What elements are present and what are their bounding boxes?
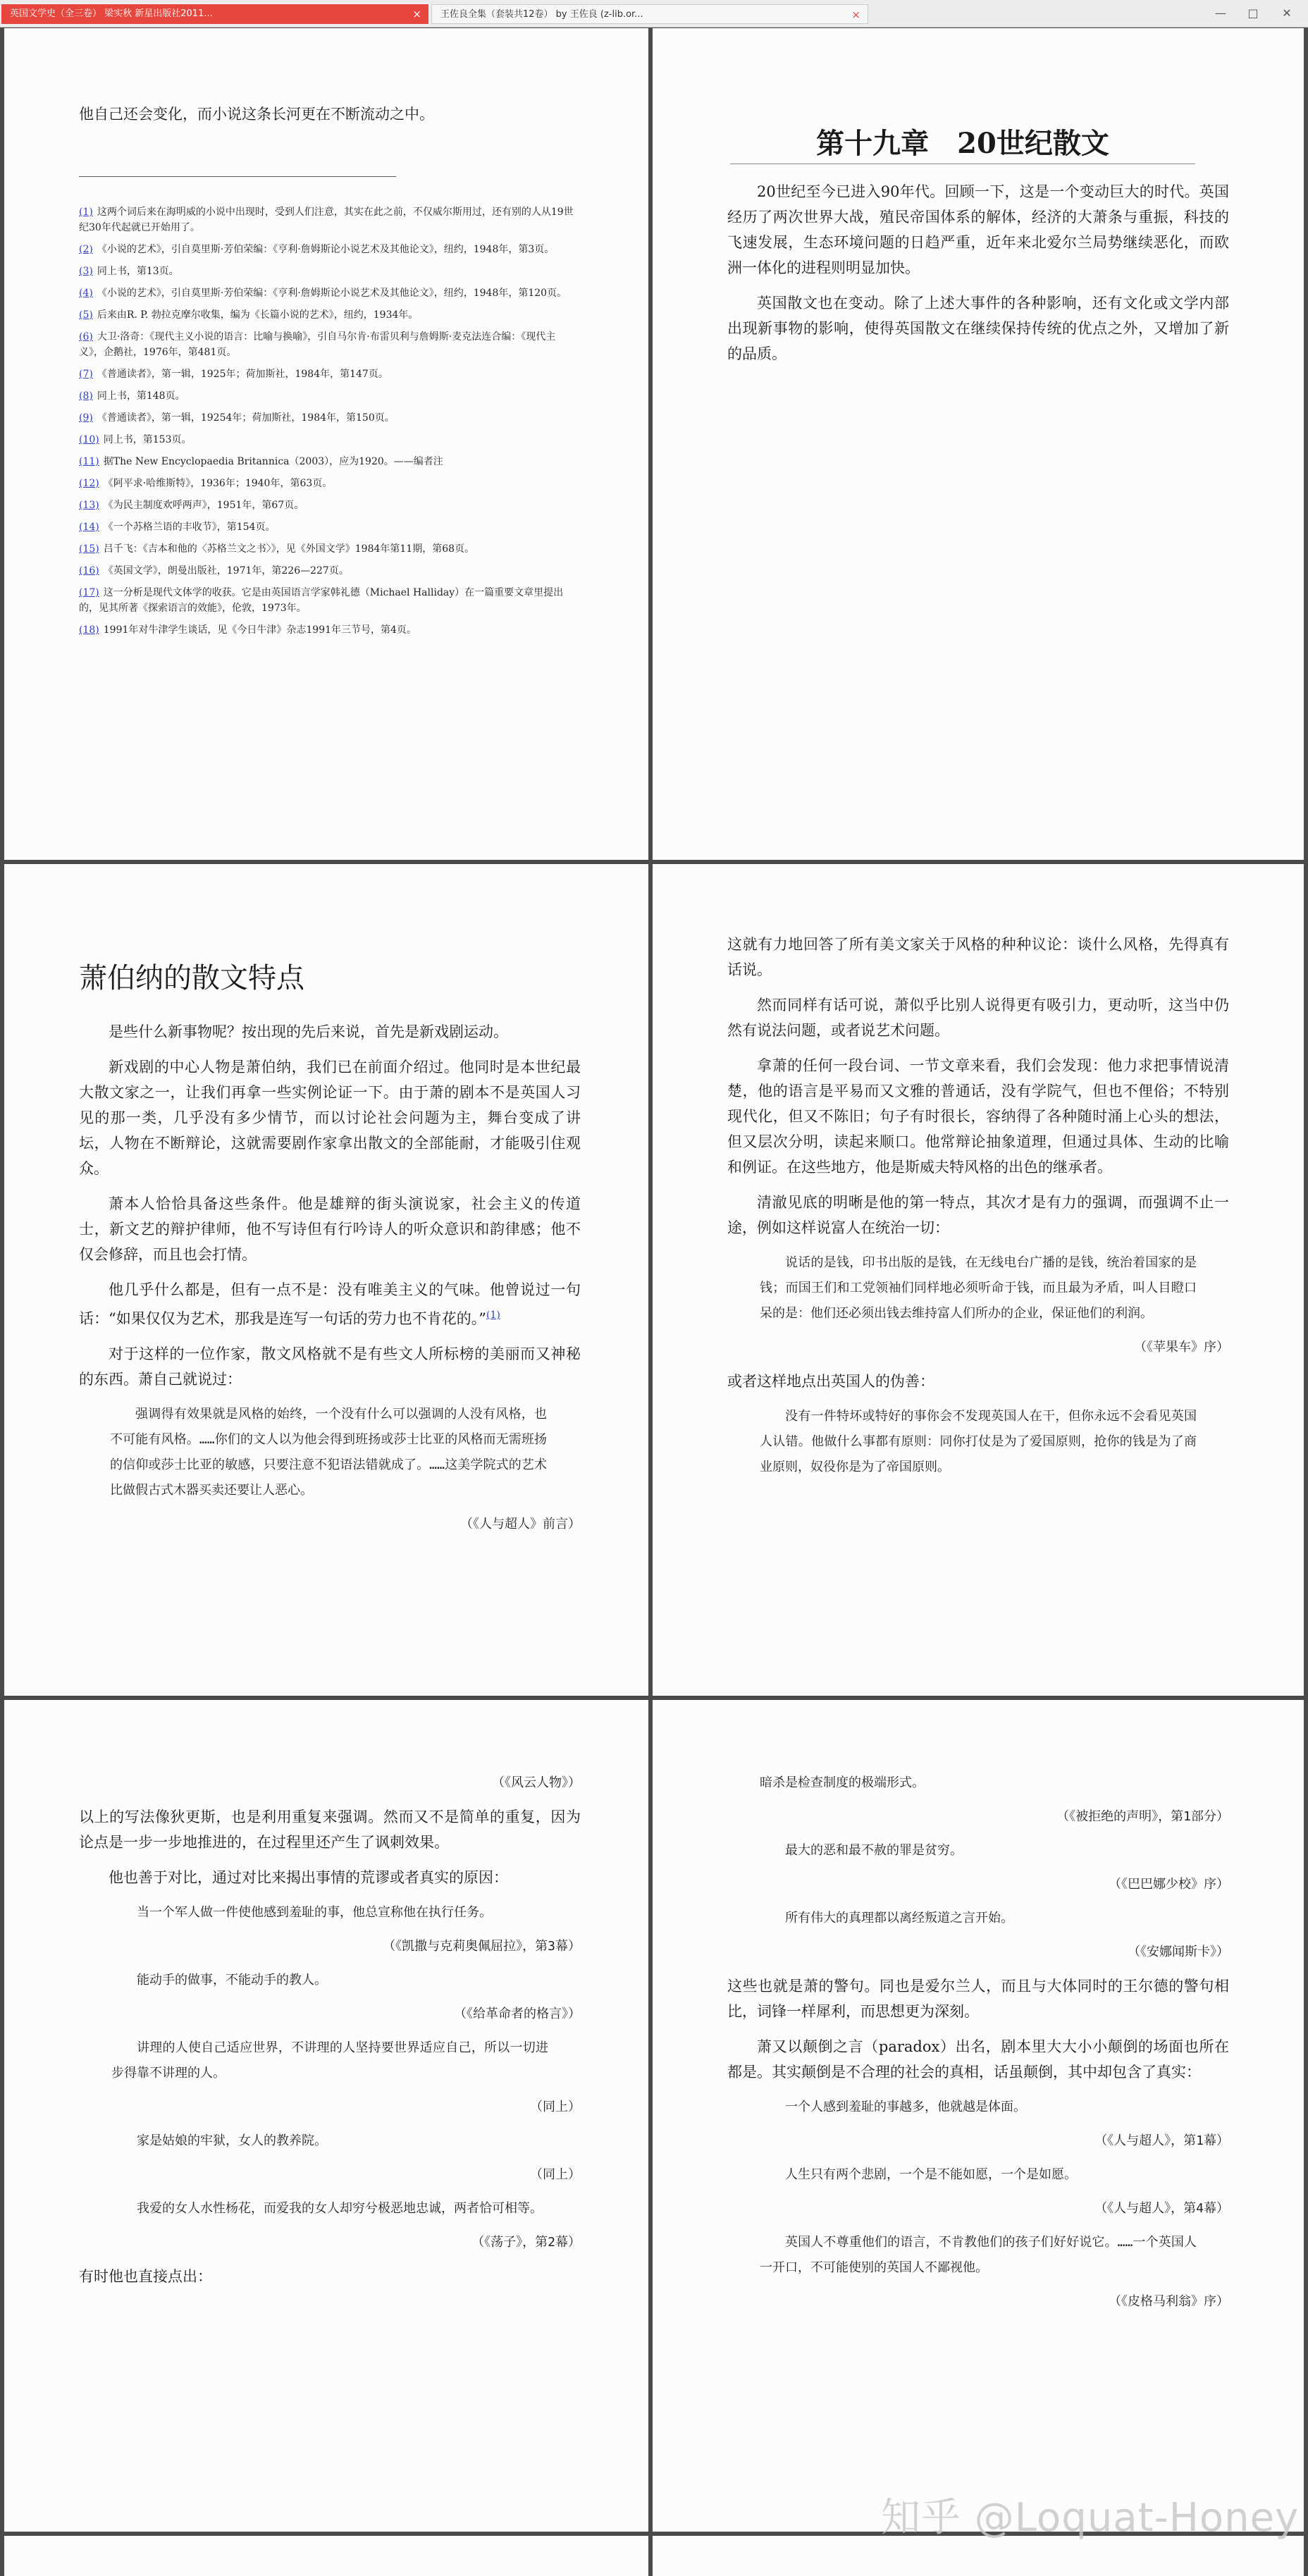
quote-source: （《人与超人》，第1幕） — [1094, 2133, 1229, 2148]
footnote-text: 吕千飞：《吉本和他的〈苏格兰文之书〉》，见《外国文学》1984年第11期，第68页。 — [103, 543, 475, 555]
page-7-partial — [4, 2536, 648, 2576]
paragraph-text: 他几乎什么都是，但有一点不是：没有唯美主义的气味。他曾说过一句话：“如果仅仅为艺术，那我是连写一句话的劳力也不肯花的。” — [79, 1281, 581, 1327]
block-quote: 我爱的女人水性杨花，而爱我的女人却穷兮极恶地忠诚，两者恰可相等。 — [137, 2201, 543, 2216]
footnote — [79, 541, 579, 557]
paragraph: 新戏剧的中心人物是萧伯纳，我们已在前面介绍过。他同时是本世纪最大散文家之一，让我们再拿一些实例论证一下。由于萧的剧本不是英国人习见的那一类，几乎没有多少情节，而以讨论社会问题为主，舞台变成了讲坛，人物在不断辩论，这就需要剧作家拿出散文的全部能耐，才能吸引住观众。 — [79, 1059, 581, 1177]
quote-list — [727, 2095, 1229, 2315]
block-quote: 讲理的人使自己适应世界，不讲理的人坚持要世界适应自己，所以一切进步得靠不讲理的人。 — [111, 2040, 548, 2081]
watermark-text: 知乎 @Loquat-Honey — [881, 2495, 1300, 2541]
footnote-number-link[interactable]: (16) — [79, 565, 99, 577]
footnote — [79, 388, 579, 404]
footnote-text: 这一分析是现代文体学的收获。它是由英国语言学家韩礼德（Michael Halliday）在一篇重要文章里提出的，见其所著《探索语言的效能》，伦敦，1973年。 — [79, 587, 564, 614]
paragraph: 萧又以颠倒之言（paradox）出名，剧本里大大小小颠倒的场面也所在都是。其实颠倒是不合理的社会的真相，话虽颠倒，其中却包含了真实： — [727, 2038, 1229, 2081]
block-quote: 家是姑娘的牢狱，女人的教养院。 — [137, 2133, 327, 2148]
footnote-text: 《普通读者》，第一辑，1925年；荷加斯社，1984年，第147页。 — [97, 369, 388, 380]
quote-source: （《给革命者的格言》） — [454, 2007, 581, 2021]
footnote-divider — [79, 176, 396, 177]
tab-close-icon[interactable]: × — [851, 8, 860, 21]
paragraph: 或者这样地点出英国人的伪善： — [727, 1373, 934, 1390]
block-quote: 一个人感到羞耻的事越多，他就越是体面。 — [785, 2100, 1026, 2114]
paragraph: 然而同样有话可说，萧似乎比别人说得更有吸引力，更动听，这当中仍然有说法问题，或者说艺术问题。 — [727, 997, 1229, 1039]
footnote — [79, 204, 579, 235]
footnote-number-link[interactable]: (13) — [79, 500, 99, 511]
footnote-number-link[interactable]: (7) — [79, 369, 93, 380]
paragraph: 这些也就是萧的警句。同也是爱尔兰人，而且与大体同时的王尔德的警句相比，词锋一样犀利，而思想更为深刻。 — [727, 1978, 1229, 2020]
footnote-number-link[interactable]: (12) — [79, 478, 99, 489]
footnote — [79, 622, 579, 638]
quote-list — [727, 1804, 1229, 1965]
block-quote: 所有伟大的真理都以离经叛道之言开始。 — [785, 1911, 1013, 1925]
footnote-text: 同上书，第13页。 — [97, 266, 179, 277]
footnote — [79, 498, 579, 513]
block-quote: 当一个军人做一件使他感到羞耻的事，他总宣称他在执行任务。 — [137, 1905, 492, 1920]
paragraph: 清澈见底的明晰是他的第一特点，其次才是有力的强调，而强调不止一途，例如这样说富人在统治一切： — [727, 1194, 1229, 1236]
section-body — [79, 1019, 581, 1546]
footnote — [79, 307, 579, 323]
footnote-text: 据The New Encyclopaedia Britannica（2003），应为1920。——编者注 — [103, 456, 443, 467]
tab-label: 英国文学史（全三卷） 梁实秋 新星出版社2011... — [10, 8, 213, 19]
footnote — [79, 563, 579, 579]
quote-source: （《凯撒与克莉奥佩屈拉》，第3幕） — [383, 1939, 581, 1954]
quote-source: （《苹果车》序） — [1134, 1340, 1229, 1355]
tab-close-icon[interactable]: × — [412, 8, 421, 20]
page-body — [79, 1770, 581, 2299]
footnote-text: 同上书，第153页。 — [103, 434, 192, 445]
footnote-text: 《英国文学》，朗曼出版社，1971年，第226—227页。 — [103, 565, 349, 577]
footnote-text: 《阿平求·哈维斯特》，1936年；1940年，第63页。 — [103, 478, 333, 489]
quote-source: （《风云人物》） — [492, 1775, 581, 1790]
page-3 — [4, 864, 648, 1696]
footnote-text: 《小说的艺术》，引自莫里斯·芳伯荣编：《亨利·詹姆斯论小说艺术及其他论文》，纽约，1948年，第3页。 — [97, 244, 555, 255]
paragraph: 是些什么新事物呢？按出现的先后来说，首先是新戏剧运动。 — [109, 1023, 508, 1040]
quote-source: （《被拒绝的声明》，第1部分） — [1056, 1809, 1229, 1824]
paragraph: 对于这样的一位作家，散文风格就不是有些文人所标榜的美丽而又神秘的东西。萧自己就说过： — [79, 1345, 581, 1388]
footnote-number-link[interactable]: (4) — [79, 288, 93, 299]
page-body — [727, 1770, 1229, 2323]
paragraph: 这就有力地回答了所有美文家关于风格的种种议论：谈什么风格，先得真有话说。 — [727, 936, 1229, 978]
footnote — [79, 432, 579, 448]
footnote-text: 《普通读者》，第一辑，19254年；荷加斯社，1984年，第150页。 — [97, 412, 395, 424]
quote-source: （同上） — [530, 2100, 581, 2114]
footnote — [79, 585, 579, 616]
footnote-number-link[interactable]: (3) — [79, 266, 93, 277]
quote-source: （《巴巴娜少校》序） — [1109, 1877, 1229, 1892]
quote-source: （《安娜闻斯卡》） — [1128, 1945, 1229, 1959]
quote-source: （同上） — [530, 2167, 581, 2182]
page-1 — [4, 28, 648, 860]
chapter-intro — [727, 179, 1229, 376]
paragraph: 拿萧的任何一段台词、一节文章来看，我们会发现：他力求把事情说清楚，他的语言是平易而又文雅的普通话，没有学院气，但也不俚俗；不特别现代化，但又不陈旧；句子有时很长，容纳得了各种随时涌上心头的想法，但又层次分明，读起来顺口。他常辩论抽象道理，但通过具体、生动的比喻和例证。在这些地方，他是斯威夫特风格的出色的继承者。 — [727, 1057, 1229, 1176]
footnote-text: 后来由R. P. 勃拉克摩尔收集，编为《长篇小说的艺术》，纽约，1934年。 — [97, 309, 419, 321]
minimize-button[interactable]: — — [1215, 6, 1226, 20]
footnote-text: 《一个苏格兰语的丰收节》，第154页。 — [103, 522, 276, 533]
footnote — [79, 410, 579, 426]
quote-list — [79, 1900, 581, 2255]
footnote-number-link[interactable]: (5) — [79, 309, 93, 321]
paragraph: 有时他也直接点出： — [79, 2268, 212, 2285]
page-body — [727, 932, 1229, 1489]
footnote-number-link[interactable]: (17) — [79, 587, 99, 598]
page-2 — [653, 28, 1304, 860]
footnote-ref-link[interactable]: (1) — [486, 1309, 500, 1321]
block-quote: 英国人不尊重他们的语言，不肯教他们的孩子们好好说它。……一个英国人一开口，不可能使别的英国人不鄙视他。 — [760, 2235, 1197, 2275]
paragraph: 20世纪至今已进入90年代。回顾一下，这是一个变动巨大的时代。英国经历了两次世界大战，殖民帝国体系的解体，经济的大萧条与重振，科技的飞速发展，生态环境问题的日趋严重，近年来北爱尔兰局势继续恶化，而欧洲一体化的进程则明显加快。 — [727, 183, 1229, 276]
footnote-number-link[interactable]: (8) — [79, 390, 93, 402]
close-window-button[interactable]: ✕ — [1282, 6, 1292, 20]
footnote-text: 《小说的艺术》，引自莫里斯·芳伯荣编：《亨利·詹姆斯论小说艺术及其他论文》，纽约，1948年，第120页。 — [97, 288, 567, 299]
section-title: 萧伯纳的散文特点 — [79, 962, 304, 994]
footnote — [79, 264, 579, 279]
footnote-number-link[interactable]: (14) — [79, 522, 99, 533]
page-4 — [653, 864, 1304, 1696]
footnote-text: 《为民主制度欢呼两声》，1951年，第67页。 — [103, 500, 304, 511]
footnote — [79, 366, 579, 382]
tab-label: 王佐良全集（套装共12卷） by 王佐良 (z-lib.or... — [440, 9, 643, 20]
footnote-number-link[interactable]: (15) — [79, 543, 99, 555]
window-titlebar — [0, 0, 1308, 27]
page-5 — [4, 1700, 648, 2532]
quote-source: （《皮格马利翁》序） — [1109, 2294, 1229, 2309]
page-6 — [653, 1700, 1304, 2532]
footnote — [79, 454, 579, 469]
block-quote: 暗杀是检查制度的极端形式。 — [760, 1775, 925, 1790]
footnote — [79, 519, 579, 535]
footnote-text: 这两个词后来在海明威的小说中出现时，受到人们注意，其实在此之前，不仅威尔斯用过，还有别的人从19世纪30年代起就已开始用了。 — [79, 207, 574, 233]
footnote-number-link[interactable]: (10) — [79, 434, 99, 445]
quote-source: （《人与超人》，第4幕） — [1094, 2201, 1229, 2216]
tab-wang-zuoliang-collection[interactable] — [431, 4, 868, 24]
footnote-number-link[interactable]: (18) — [79, 624, 99, 636]
footnote — [79, 329, 579, 360]
quote-source: （《荡子》，第2幕） — [471, 2235, 581, 2250]
block-quote: 强调得有效果就是风格的始终，一个没有什么可以强调的人没有风格，也不可能有风格。……你们的文人以为他会得到班扬或莎士比亚的风格而无需班扬的信仰或莎士比亚的敏感，只要注意不犯语法错就成了。……这美学院式的艺术比做假古式木器买卖还要让人恶心。 — [110, 1407, 547, 1498]
footnote — [79, 242, 579, 257]
footnote-list — [79, 204, 579, 644]
footnote-number-link[interactable]: (2) — [79, 244, 93, 255]
footnote — [79, 285, 579, 301]
footnote — [79, 476, 579, 491]
footnote-text: 大卫·洛奇：《现代主义小说的语言：比喻与换喻》，引自马尔肯·布雷贝利与詹姆斯·麦克法连合编：《现代主义》，企鹅社，1976年，第481页。 — [79, 331, 556, 358]
footnote-number-link[interactable]: (9) — [79, 412, 93, 424]
block-quote: 没有一件特坏或特好的事你会不发现英国人在干，但你永远不会看见英国人认错。他做什么事都有原则：同你打仗是为了爱国原则，抢你的钱是为了商业原则，奴役你是为了帝国原则。 — [760, 1409, 1197, 1474]
page-top-line: 他自己还会变化，而小说这条长河更在不断流动之中。 — [79, 106, 434, 123]
block-quote: 能动手的做事，不能动手的教人。 — [137, 1973, 327, 1988]
maximize-button[interactable]: □ — [1247, 6, 1259, 20]
block-quote: 人生只有两个悲剧，一个是不能如愿，一个是如愿。 — [785, 2167, 1077, 2182]
footnote-number-link[interactable]: (6) — [79, 331, 93, 343]
paragraph: 他也善于对比，通过对比来揭出事情的荒谬或者真实的原因： — [109, 1869, 508, 1886]
paragraph: 英国散文也在变动。除了上述大事件的各种影响，还有文化或文学内部出现新事物的影响，使得英国散文在继续保持传统的优点之外，又增加了新的品质。 — [727, 295, 1229, 362]
footnote-text: 1991年对牛津学生谈话，见《今日牛津》杂志1991年三节号，第4页。 — [103, 624, 417, 636]
footnote-number-link[interactable]: (1) — [79, 207, 93, 218]
paragraph: 萧本人恰恰具备这些条件。他是雄辩的街头演说家，社会主义的传道士，新文艺的辩护律师，他不写诗但有行吟诗人的听众意识和韵律感；他不仅会修辞，而且也会打情。 — [79, 1195, 581, 1263]
block-quote: 最大的恶和最不赦的罪是贫穷。 — [785, 1843, 963, 1858]
footnote-text: 同上书，第148页。 — [97, 390, 185, 402]
tab-english-literature-history[interactable] — [1, 4, 428, 24]
block-quote: 说话的是钱，印书出版的是钱，在无线电台广播的是钱，统治着国家的是钱；而国王们和工党领袖们同样地必须听命于钱，而且最为矛盾，叫人目瞪口呆的是：他们还必须出钱去维持富人们所办的企业，保证他们的利润。 — [760, 1255, 1197, 1321]
chapter-title: 第十九章 20世纪散文 — [816, 127, 1109, 160]
paragraph: 以上的写法像狄更斯，也是利用重复来强调。然而又不是简单的重复，因为论点是一步一步地推进的，在过程里还产生了讽刺效果。 — [79, 1808, 581, 1851]
quote-source: （《人与超人》前言） — [460, 1517, 581, 1532]
paragraph — [79, 1277, 581, 1331]
footnote-number-link[interactable]: (11) — [79, 456, 99, 467]
